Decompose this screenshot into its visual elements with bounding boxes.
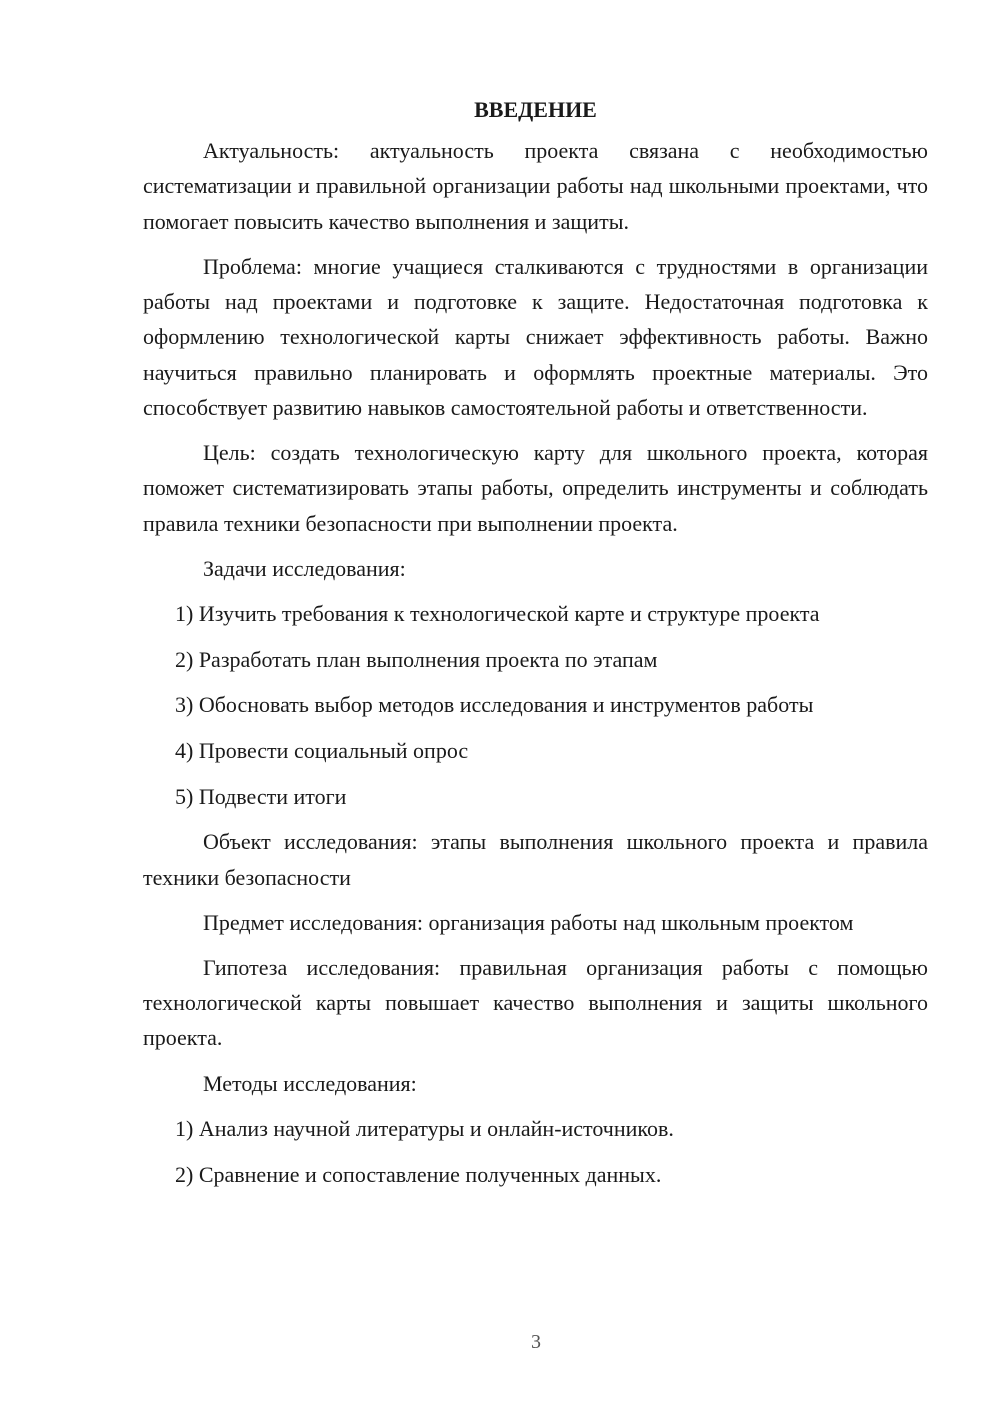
list-item: 3) Обосновать выбор методов исследования и инструментов работы <box>175 692 814 718</box>
list-item: 5) Подвести итоги <box>175 783 347 809</box>
problem-paragraph: Проблема: многие учащиеся сталкиваются с трудностями в организации работы над проектами и подготовке к защите. Недостаточная подготовка к оформлению технологической карты снижает эффективность работы. Важно научиться правильно планировать и оформлять проектные материалы. Это способствует развитию навыков самостоятельной работы и ответственности. <box>143 253 928 420</box>
tasks-list <box>143 596 928 814</box>
hypothesis-paragraph: Гипотеза исследования: правильная организация работы с помощью технологической карты повышает качество выполнения и защиты школьного проекта. <box>143 954 928 1051</box>
relevance-paragraph: Актуальность: актуальность проекта связана с необходимостью систематизации и правильной организации работы над школьными проектами, что помогает повысить качество выполнения и защиты. <box>143 138 928 234</box>
list-item: 1) Анализ научной литературы и онлайн-источников. <box>175 1115 674 1141</box>
goal-paragraph: Цель: создать технологическую карту для школьного проекта, которая поможет систематизировать этапы работы, определить инструменты и соблюдать правила техники безопасности при выполнении проекта. <box>143 439 928 536</box>
page-content <box>143 92 928 1202</box>
list-item: 1) Изучить требования к технологической карте и структуре проекта <box>175 600 820 626</box>
section-title: ВВЕДЕНИЕ <box>474 97 597 122</box>
object-paragraph: Объект исследования: этапы выполнения школьного проекта и правила техники безопасности <box>143 829 928 890</box>
list-item: 4) Провести социальный опрос <box>175 738 469 764</box>
methods-list <box>143 1111 928 1192</box>
tasks-heading: Задачи исследования: <box>203 555 406 581</box>
page-number: 3 <box>531 1331 541 1353</box>
list-item: 2) Разработать план выполнения проекта по этапам <box>175 646 658 672</box>
subject-paragraph: Предмет исследования: организация работы над школьным проектом <box>203 909 854 935</box>
list-item: 2) Сравнение и сопоставление полученных данных. <box>175 1161 662 1187</box>
methods-heading: Методы исследования: <box>203 1070 417 1096</box>
